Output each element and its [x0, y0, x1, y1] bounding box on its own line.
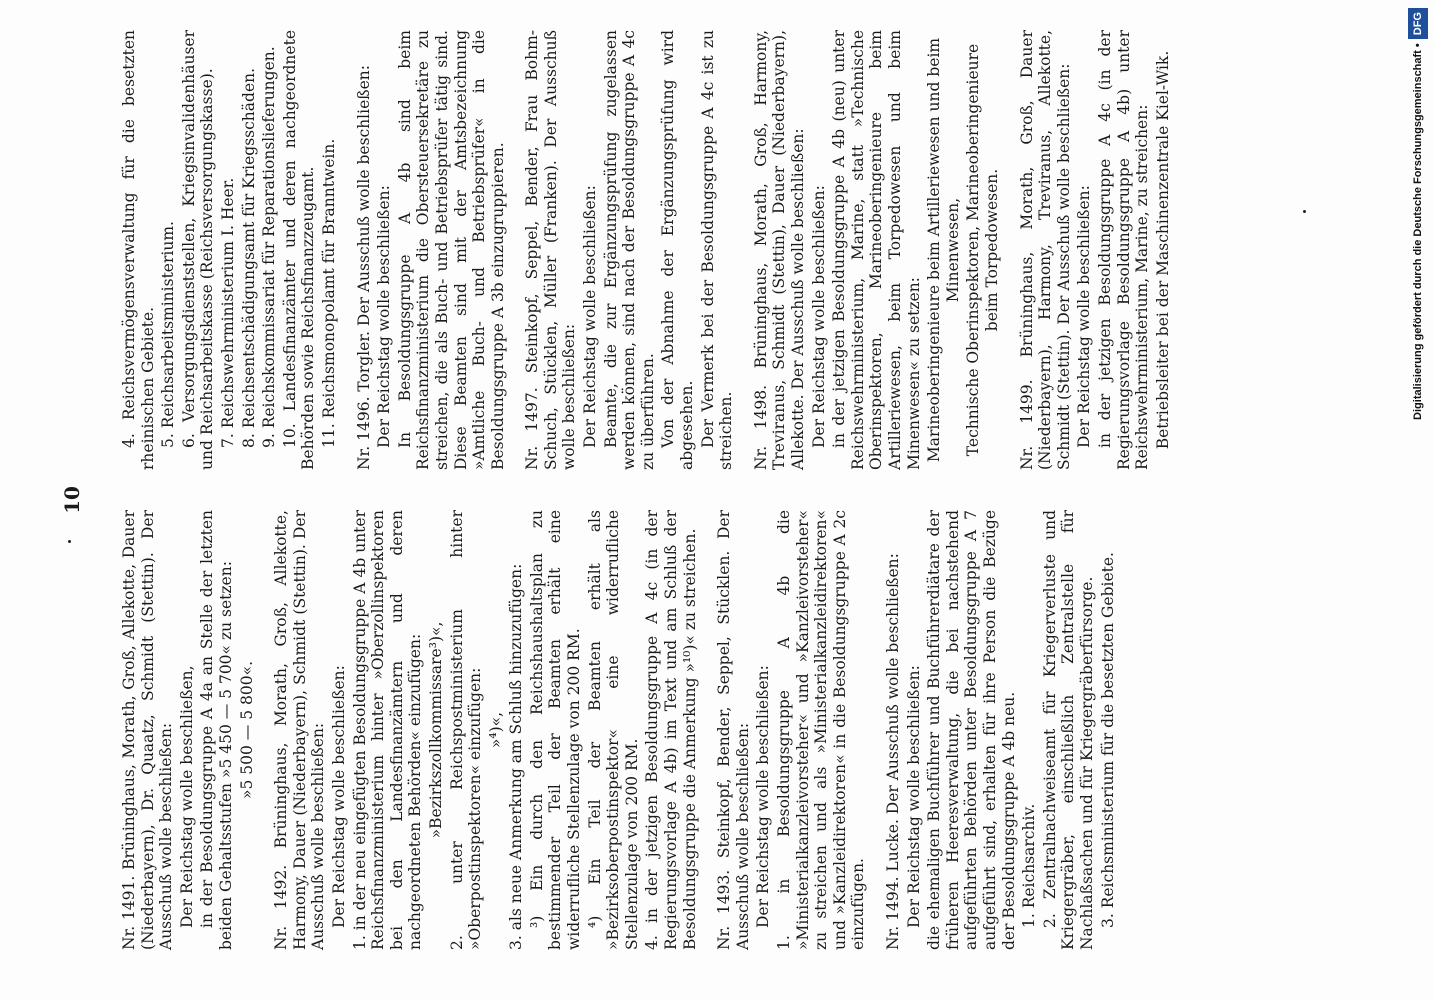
rotated-document-page — [60, 10, 1400, 990]
list-item: 10. Landesfinanzämter und deren nachgeordnete Behörden sowie Reichsfinanzzeugamt. — [280, 30, 318, 470]
list-item: 11. Reichsmonopolamt für Branntwein. — [319, 138, 338, 448]
paragraph: Nr. 1494. Lucke. Der Ausschuß wolle beschließen: — [883, 553, 902, 950]
paragraph: In Besoldungsgruppe A 4b sind beim Reichsfinanzministerium die Obersteuersekretäre zu streichen, die als Buch- und Betriebsprüfer tätig sind. Diese Beamten sind mit der Amtsbezeichnung »Amtliche Buch- und Betriebsprüfer« in die Besoldungsgruppe A 3b einzugruppieren. — [395, 30, 507, 470]
list-item: 1. Reichsarchiv. — [1020, 803, 1039, 928]
attribution-label: Digitalisierung gefördert durch die Deutsche Forschungsgemeinschaft • — [1412, 43, 1424, 420]
paragraph: Der Reichstag wolle beschließen: — [1075, 185, 1094, 448]
paragraph: Der Reichstag wolle beschließen: — [581, 185, 600, 448]
paragraph: 3. als neue Anmerkung am Schluß hinzuzufügen: — [507, 563, 526, 950]
paragraph: Nr. 1499. Brüninghaus, Morath, Groß, Dauer (Niederbayern), Harmony, Treviranus, Allekotte, Schmidt (Stettin). Der Ausschuß wolle beschließen: — [1017, 30, 1073, 470]
paragraph: Der Reichstag wolle beschließen, — [177, 665, 196, 928]
paragraph: in der jetzigen Besoldungsgruppe A 4b (neu) unter Reichswehrministerium, Marine, statt »Technische Oberinspektoren, Marineoberingenieure beim Artilleriewesen, beim Torpedowesen und beim Minenwesen« zu setzen: — [830, 30, 923, 470]
paragraph: Der Reichstag wolle beschließen: — [375, 185, 394, 448]
footnote: ⁴) Ein Teil der Beamten erhält als »Bezirksoberpostinspektor« eine widerrufliche Stellenzulage von 200 RM. — [585, 510, 641, 950]
left-column — [120, 510, 1119, 950]
paragraph: Nr. 1496. Torgler. Der Ausschuß wolle beschließen: — [354, 64, 373, 470]
paragraph: Marineoberingenieure beim Artilleriewesen und beim Minenwesen, — [925, 37, 962, 463]
paragraph: in der Besoldungsgruppe A 4a an Stelle der letzten beiden Gehaltsstufen »5 450 — 5 700« zu setzen: — [198, 510, 235, 950]
list-item: 8. Reichsentschädigungsamt für Kriegsschäden. — [239, 67, 258, 448]
paragraph: »5 500 — 5 800«. — [237, 661, 256, 799]
paragraph: die ehemaligen Buchführer und Buchführerdiätare der früheren Heeresverwaltung, die bei nachstehend aufgeführten Behörden unter Besoldungsgruppe A 7 aufgeführt sind, erhalten für ihre Person die Bezüge der Besoldungsgruppe A 4b neu. — [925, 510, 1018, 950]
paragraph: »⁴)«, — [486, 711, 505, 749]
paragraph: Technische Oberinspektoren, Marineoberingenieure beim Torpedowesen. — [964, 43, 1001, 457]
paragraph: Nr. 1493. Steinkopf, Bender, Seppel, Stücklen. Der Ausschuß wolle beschließen: — [715, 510, 752, 950]
sidebar-attribution — [1408, 8, 1428, 992]
list-item: 2. Zentralnachweiseamt für Kriegerverluste und Kriegergräber, einschließlich Zentralstelle für Nachlaßsachen und für Kriegergräberfürsorge. — [1040, 510, 1096, 950]
paragraph: in der jetzigen Besoldungsgruppe A 4c (in der Regierungsvorlage Besoldungsgruppe A 4b) unter Reichswehrministerium, Marine, zu streichen: — [1095, 30, 1152, 470]
paragraph: 2. unter Reichspostministerium hinter »Oberpostinspektoren« einzufügen: — [447, 510, 485, 950]
paragraph: Der Reichstag wolle beschließen: — [904, 665, 923, 928]
paragraph: Nr. 1491. Brüninghaus, Morath, Groß, Allekotte, Dauer (Niederbayern), Dr. Quaatz, Schmidt (Stettin). Der Ausschuß wolle beschließen: — [120, 510, 176, 950]
paragraph: Nr. 1497. Steinkopf, Seppel, Bender, Frau Bohm-Schuch, Stücklen, Müller (Franken). Der Ausschuß wolle beschließen: — [523, 30, 579, 470]
list-item: 5. Reichsarbeitsministerium. — [159, 221, 178, 448]
paragraph: Der Vermerk bei der Besoldungsgruppe A 4c ist zu streichen. — [698, 30, 736, 470]
list-item: 4. Reichsvermögensverwaltung für die besetzten rheinischen Gebiete. — [120, 30, 157, 470]
paragraph: Nr. 1492. Brüninghaus, Morath, Groß, Allekotte, Harmony, Dauer (Niederbayern), Schmidt (Stettin). Der Ausschuß wolle beschließen: — [272, 510, 328, 950]
attribution-text — [1408, 8, 1428, 992]
paragraph: »Bezirkszollkommissare³)«, — [426, 621, 445, 839]
paragraph: 1. in der neu eingefügten Besoldungsgruppe A 4b unter Reichsfinanzministerium hinter »Oberzollinspektoren bei den Landesfinanzämtern und deren nachgeordneten Behörden« einzufügen: — [350, 510, 425, 950]
list-item: 9. Reichskommissariat für Reparationslieferungen. — [260, 46, 279, 448]
paragraph: 1. in Besoldungsgruppe A 4b die »Ministerialkanzleivorsteher« und »Kanzleivorsteher« zu streichen und als »Ministerialkanzleidirektoren« und »Kanzleidirektoren« in die Besoldungsgruppe A 2c einzufügen. — [775, 510, 868, 950]
paragraph: Beamte, die zur Ergänzungsprüfung zugelassen werden können, sind nach der Besoldungsgruppe A 4c zu überführen. — [601, 30, 657, 470]
scan-speck — [68, 540, 71, 543]
dfg-logo: DFG — [1408, 8, 1428, 39]
list-item: 3. Reichsministerium für die besetzten Gebiete. — [1098, 552, 1117, 928]
list-item: 7. Reichswehrministerium I. Heer. — [218, 177, 237, 448]
right-column — [120, 30, 1174, 470]
footnote: ³) Ein durch den Reichshaushaltsplan zu bestimmender Teil der Beamten erhält eine widerrufliche Stellenzulage von 200 RM. — [527, 510, 584, 950]
paragraph: Der Reichstag wolle beschließen: — [809, 185, 828, 448]
paragraph: 4. in der jetzigen Besoldungsgruppe A 4c (in der Regierungsvorlage A 4b) im Text und am Schluß der Besoldungsgruppe die Anmerkung »¹⁰)« zu streichen. — [643, 510, 699, 950]
scan-speck — [1303, 210, 1306, 213]
paragraph: Betriebsleiter bei der Maschinenzentrale Kiel-Wik. — [1153, 50, 1172, 450]
paragraph: Der Reichstag wolle beschließen: — [329, 665, 348, 928]
paragraph: Von der Abnahme der Ergänzungsprüfung wird abgesehen. — [659, 30, 697, 470]
list-item: 6. Versorgungsdienststellen, Kriegsinvalidenhäuser und Reichsarbeitskasse (Reichsversorgungskasse). — [179, 30, 217, 470]
page-number: 10 — [60, 486, 84, 514]
paragraph: Der Reichstag wolle beschließen: — [754, 665, 773, 928]
paragraph: Nr. 1498. Brüninghaus, Morath, Groß, Harmony, Treviranus, Schmidt (Stettin), Dauer (Niederbayern), Allekotte. Der Ausschuß wolle beschließen: — [751, 30, 807, 470]
